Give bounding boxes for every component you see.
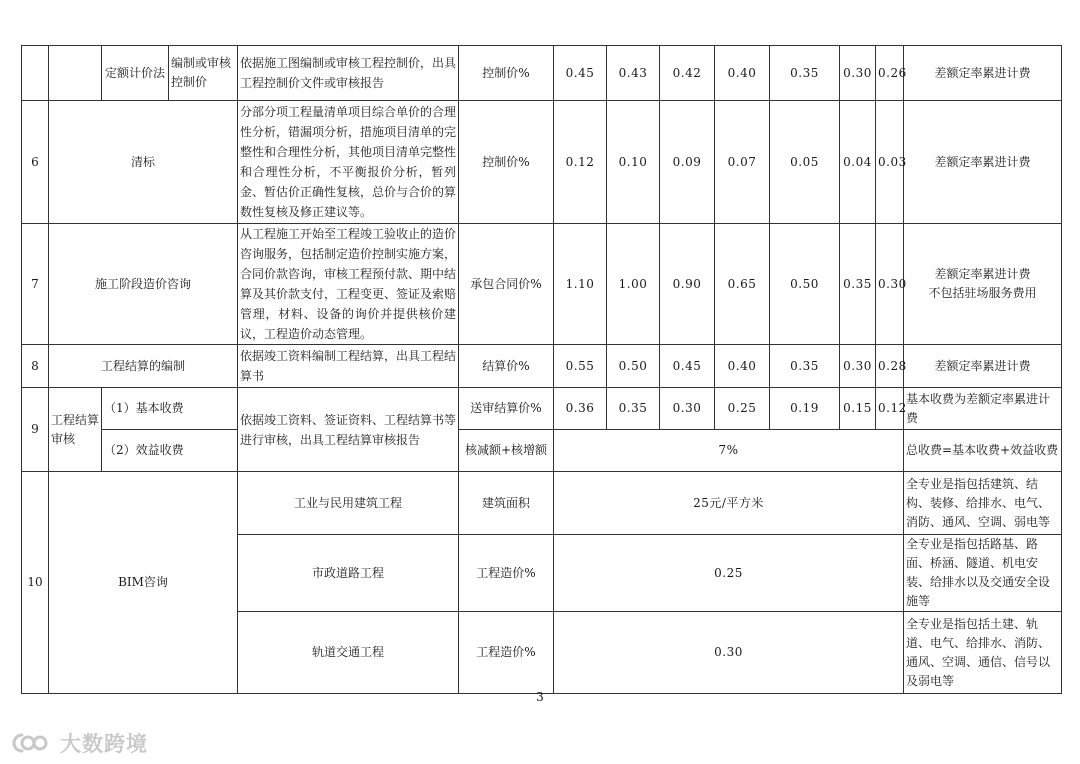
rate-cell: 7% — [554, 430, 904, 472]
rate-cell: 0.45 — [554, 46, 607, 101]
fee-base-cell: 控制价% — [459, 101, 554, 224]
rate-cell: 0.04 — [840, 101, 876, 224]
fee-base-cell: 工程造价% — [459, 612, 554, 694]
table-row — [22, 224, 1062, 345]
service-description: 依据竣工资料编制工程结算，出具工程结算书 — [238, 345, 459, 388]
rate-cell: 0.30 — [876, 224, 904, 345]
rate-cell: 0.26 — [876, 46, 904, 101]
rate-cell: 0.90 — [660, 224, 715, 345]
fee-base-cell: 建筑面积 — [459, 472, 554, 535]
sub-item-cell: 编制或审核控制价 — [169, 46, 238, 101]
note-cell: 总收费=基本收费+效益收费 — [904, 430, 1062, 472]
rate-cell: 0.12 — [554, 101, 607, 224]
sub-item-cell: （2）效益收费 — [102, 430, 238, 472]
rate-cell: 0.35 — [770, 345, 840, 388]
rate-cell: 0.45 — [660, 345, 715, 388]
note-cell: 全专业是指包括路基、路面、桥涵、隧道、机电安装、给排水以及交通安全设施等 — [904, 535, 1062, 612]
rate-cell: 25元/平方米 — [554, 472, 904, 535]
rate-cell: 0.50 — [607, 345, 660, 388]
rate-cell: 0.10 — [607, 101, 660, 224]
sub-item-cell: 工业与民用建筑工程 — [238, 472, 459, 535]
rate-cell: 0.25 — [554, 535, 904, 612]
fee-base-cell: 结算价% — [459, 345, 554, 388]
service-description: 依据竣工资料、签证资料、工程结算书等进行审核，出具工程结算审核报告 — [238, 388, 459, 472]
rate-cell: 0.03 — [876, 101, 904, 224]
service-description: 从工程施工开始至工程竣工验收止的造价咨询服务，包括制定造价控制实施方案，合同价款咨询，审核工程预付款、期中结算及其价款支付，工程变更、签证及索赔管理，材料、设备的询价并提供核价建议，工程造价动态管理。 — [238, 224, 459, 345]
rate-cell: 1.10 — [554, 224, 607, 345]
note-line: 差额定率累进计费 — [934, 267, 1031, 281]
link-logo-icon — [10, 729, 54, 757]
item-cell: 工程结算的编制 — [49, 345, 238, 388]
rate-cell: 0.07 — [715, 101, 770, 224]
note-cell: 全专业是指包括建筑、结构、装修、给排水、电气、消防、通风、空调、弱电等 — [904, 472, 1062, 535]
item-cell — [49, 46, 102, 101]
rate-cell: 0.30 — [840, 345, 876, 388]
service-description: 分部分项工程量清单项目综合单价的合理性分析，错漏项分析，措施项目清单的完整性和合理性分析，其他项目清单完整性和合理性分析，不平衡报价分析，暂列金、暂估价正确性复核，总价与合价的算数性复核及修正建议等。 — [238, 101, 459, 224]
note-cell — [904, 224, 1062, 345]
watermark — [10, 728, 148, 758]
table-row — [22, 345, 1062, 388]
item-cell: 清标 — [49, 101, 238, 224]
sub-item-cell: 市政道路工程 — [238, 535, 459, 612]
rate-cell: 0.55 — [554, 345, 607, 388]
row-number-cell — [22, 46, 49, 101]
rate-cell: 0.30 — [554, 612, 904, 694]
rate-cell: 0.25 — [715, 388, 770, 430]
rate-cell: 0.50 — [770, 224, 840, 345]
rate-cell: 0.28 — [876, 345, 904, 388]
rate-cell: 0.36 — [554, 388, 607, 430]
rate-cell: 0.40 — [715, 46, 770, 101]
rate-cell: 0.35 — [840, 224, 876, 345]
rate-cell: 0.35 — [607, 388, 660, 430]
table-row — [22, 46, 1062, 101]
item-cell: BIM咨询 — [49, 472, 238, 694]
row-number-cell: 6 — [22, 101, 49, 224]
note-cell: 差额定率累进计费 — [904, 46, 1062, 101]
table-row — [22, 388, 1062, 430]
rate-cell: 0.09 — [660, 101, 715, 224]
note-line: 不包括驻场服务费用 — [928, 286, 1037, 300]
rate-cell: 0.19 — [770, 388, 840, 430]
rate-cell: 0.65 — [715, 224, 770, 345]
fee-base-cell: 工程造价% — [459, 535, 554, 612]
fee-base-cell: 控制价% — [459, 46, 554, 101]
rate-cell: 0.40 — [715, 345, 770, 388]
row-number-cell: 8 — [22, 345, 49, 388]
rate-cell: 0.35 — [770, 46, 840, 101]
fee-table — [21, 45, 1062, 694]
rate-cell: 0.15 — [840, 388, 876, 430]
fee-base-cell: 送审结算价% — [459, 388, 554, 430]
fee-base-cell: 承包合同价% — [459, 224, 554, 345]
sub-item-cell: 轨道交通工程 — [238, 612, 459, 694]
note-cell: 差额定率累进计费 — [904, 345, 1062, 388]
rate-cell: 0.12 — [876, 388, 904, 430]
rate-cell: 1.00 — [607, 224, 660, 345]
note-cell: 基本收费为差额定率累进计费 — [904, 388, 1062, 430]
rate-cell: 0.30 — [840, 46, 876, 101]
item-cell: 施工阶段造价咨询 — [49, 224, 238, 345]
fee-base-cell: 核减额+核增额 — [459, 430, 554, 472]
rate-cell: 0.30 — [660, 388, 715, 430]
row-number-cell: 10 — [22, 472, 49, 694]
note-cell: 差额定率累进计费 — [904, 101, 1062, 224]
service-description: 依据施工图编制或审核工程控制价，出具工程控制价文件或审核报告 — [238, 46, 459, 101]
watermark-text: 大数跨境 — [60, 732, 148, 756]
row-number-cell: 7 — [22, 224, 49, 345]
rate-cell: 0.43 — [607, 46, 660, 101]
sub-item-cell: （1）基本收费 — [102, 388, 238, 430]
rate-cell: 0.42 — [660, 46, 715, 101]
page-number: 3 — [536, 690, 544, 704]
note-cell: 全专业是指包括土建、轨道、电气、给排水、消防、通风、空调、通信、信号以及弱电等 — [904, 612, 1062, 694]
item-cell: 工程结算审核 — [49, 388, 102, 472]
table-row — [22, 472, 1062, 535]
table-row — [22, 101, 1062, 224]
rate-cell: 0.05 — [770, 101, 840, 224]
table-row — [22, 430, 1062, 472]
method-cell: 定额计价法 — [102, 46, 169, 101]
row-number-cell: 9 — [22, 388, 49, 472]
